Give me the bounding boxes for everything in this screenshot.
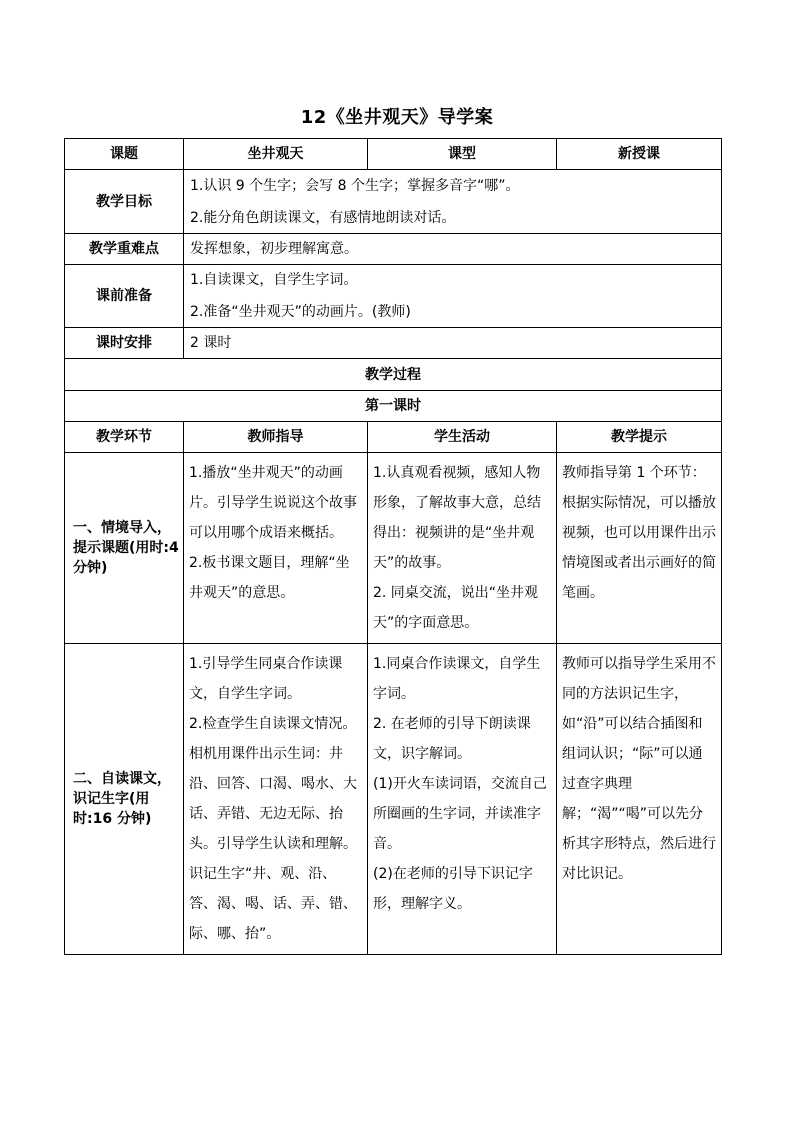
lesson-type-value: 新授课 — [557, 139, 722, 170]
stage-1-teacher-item-1: 1.播放“坐井观天”的动画片。引导学生说说这个故事可以用哪个成语来概括。 — [189, 465, 357, 541]
stage-2-student-item-2: 2. 在老师的引导下朗读课文，识字解词。 — [373, 716, 531, 762]
stage-2-student — [368, 644, 557, 955]
lesson-type-label: 课型 — [368, 139, 557, 170]
column-header-tip: 教学提示 — [557, 422, 722, 453]
stage-1-student — [368, 453, 557, 644]
key-point-label: 教学重难点 — [65, 234, 184, 265]
stage-2-tip: 教师可以指导学生采用不同的方法识记生字，如“沿”可以结合插图和组词认识；“际”可以通过查字典理解；“渴”“喝”可以先分析其字形特点，然后进行对比识记。 — [557, 644, 722, 955]
prep-item-2: 2.准备“坐井观天”的动画片。(教师) — [190, 304, 411, 320]
stage-2-student-item-1: 1.同桌合作读课文，自学生字词。 — [373, 656, 541, 702]
prep-label: 课前准备 — [65, 265, 184, 328]
column-header-stage: 教学环节 — [65, 422, 184, 453]
prep-item-1: 1.自读课文，自学生字词。 — [190, 272, 358, 288]
stage-2-name: 二、自读课文，识记生字(用时:16 分钟) — [65, 644, 184, 955]
schedule-row — [65, 328, 722, 359]
stage-2-teacher — [184, 644, 368, 955]
key-point-value: 发挥想象，初步理解寓意。 — [184, 234, 722, 265]
key-point-row — [65, 234, 722, 265]
column-header-row — [65, 422, 722, 453]
prep-content — [184, 265, 722, 328]
lesson-section-row — [65, 391, 722, 422]
stage-2-student-item-3: (1)开火车读词语，交流自己所圈画的生字词，并读准字音。 — [373, 776, 547, 852]
column-header-teacher: 教师指导 — [184, 422, 368, 453]
stage-2-row — [65, 644, 722, 955]
process-section-row — [65, 359, 722, 391]
process-section-heading: 教学过程 — [65, 359, 722, 391]
schedule-value: 2 课时 — [184, 328, 722, 359]
stage-1-student-item-2: 2. 同桌交流，说出“坐井观天”的字面意思。 — [373, 585, 539, 631]
schedule-label: 课时安排 — [65, 328, 184, 359]
stage-2-teacher-item-1: 1.引导学生同桌合作读课文，自学生字词。 — [189, 656, 343, 702]
stage-1-teacher-item-2: 2.板书课文题目，理解“坐 井观天”的意思。 — [189, 555, 350, 601]
goal-label: 教学目标 — [65, 170, 184, 234]
goal-content — [184, 170, 722, 234]
stage-2-teacher-item-2: 2.检查学生自读课文情况。相机用课件出示生词：井沿、回答、口渴、喝水、大话、弄错、无边无际、抬头。引导学生认读和理解。识记生字“井、观、沿、答、渴、喝、话、弄、错、际、哪、抬”。 — [189, 716, 357, 942]
topic-label: 课题 — [65, 139, 184, 170]
stage-1-teacher — [184, 453, 368, 644]
goal-item-1: 1.认识 9 个生字；会写 8 个生字；掌握多音字“哪”。 — [190, 177, 520, 194]
stage-1-tip: 教师指导第 1 个环节：根据实际情况，可以播放视频，也可以用课件出示情境图或者出示画好的简笔画。 — [557, 453, 722, 644]
stage-1-row — [65, 453, 722, 644]
page-title: 12《坐井观天》导学案 — [300, 107, 494, 128]
stage-1-name: 一、情境导入，提示课题(用时:4 分钟) — [65, 453, 184, 644]
column-header-student: 学生活动 — [368, 422, 557, 453]
goal-row — [65, 170, 722, 234]
topic-row — [65, 139, 722, 170]
topic-value: 坐井观天 — [184, 139, 368, 170]
prep-row — [65, 265, 722, 328]
goal-item-2: 2.能分角色朗读课文，有感情地朗读对话。 — [190, 209, 456, 226]
stage-2-student-item-4: (2)在老师的引导下识记字形，理解字义。 — [373, 866, 533, 912]
lesson-section-heading: 第一课时 — [65, 391, 722, 422]
stage-1-student-item-1: 1.认真观看视频，感知人物形象，了解故事大意，总结得出：视频讲的是“坐井观天”的故事。 — [373, 465, 541, 571]
lesson-plan-table — [64, 138, 722, 955]
